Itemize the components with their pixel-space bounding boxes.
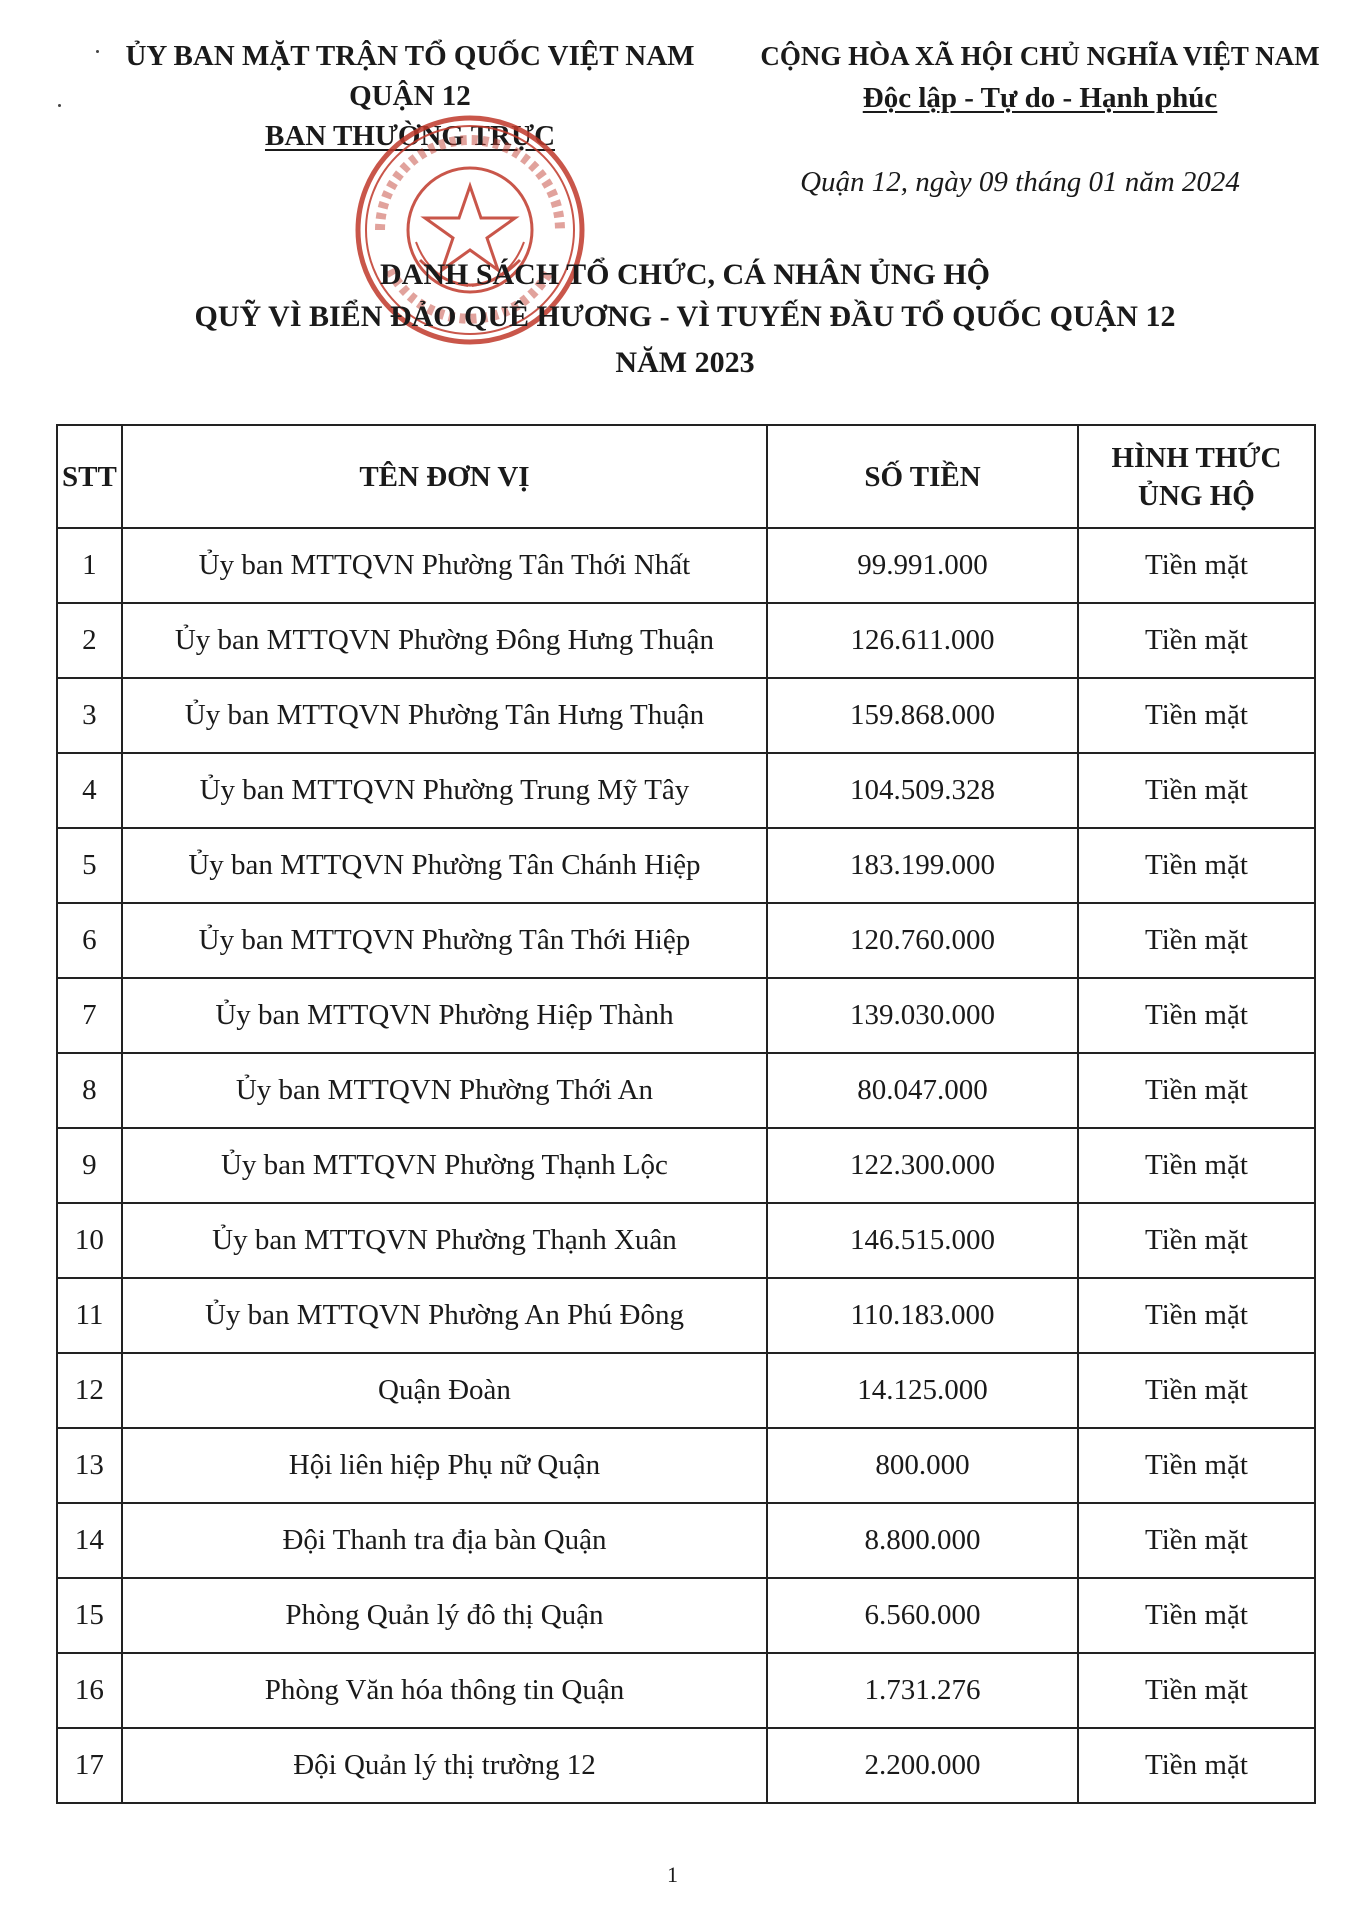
cell-unit: Ủy ban MTTQVN Phường Thạnh Lộc [122,1128,767,1203]
cell-unit: Đội Thanh tra địa bàn Quận [122,1503,767,1578]
table-row [57,1653,1315,1728]
table-row [57,753,1315,828]
cell-unit: Ủy ban MTTQVN Phường Trung Mỹ Tây [122,753,767,828]
table-row [57,1053,1315,1128]
cell-form: Tiền mặt [1078,1653,1315,1728]
cell-form: Tiền mặt [1078,678,1315,753]
cell-form: Tiền mặt [1078,1503,1315,1578]
org-department: BAN THƯỜNG TRỰC [264,120,556,152]
cell-amount: 80.047.000 [767,1053,1078,1128]
cell-amount: 139.030.000 [767,978,1078,1053]
cell-unit: Phòng Quản lý đô thị Quận [122,1578,767,1653]
table-row [57,1203,1315,1278]
cell-stt: 17 [57,1728,122,1803]
dateline: Quận 12, ngày 09 tháng 01 năm 2024 [800,166,1240,198]
cell-amount: 159.868.000 [767,678,1078,753]
table-row [57,1578,1315,1653]
cell-amount: 126.611.000 [767,603,1078,678]
cell-amount: 120.760.000 [767,903,1078,978]
cell-form: Tiền mặt [1078,1203,1315,1278]
cell-unit: Ủy ban MTTQVN Phường An Phú Đông [122,1278,767,1353]
table-row [57,978,1315,1053]
cell-amount: 183.199.000 [767,828,1078,903]
donor-table [56,424,1316,1804]
cell-amount: 110.183.000 [767,1278,1078,1353]
header-donation-form: HÌNH THỨC ỦNG HỘ [1078,425,1315,528]
cell-stt: 3 [57,678,122,753]
document-title-line1: DANH SÁCH TỔ CHỨC, CÁ NHÂN ỦNG HỘ [379,258,991,291]
cell-form: Tiền mặt [1078,528,1315,603]
header-stt: STT [57,425,122,528]
cell-stt: 4 [57,753,122,828]
cell-unit: Quận Đoàn [122,1353,767,1428]
cell-stt: 12 [57,1353,122,1428]
cell-amount: 2.200.000 [767,1728,1078,1803]
cell-amount: 1.731.276 [767,1653,1078,1728]
cell-unit: Ủy ban MTTQVN Phường Thới An [122,1053,767,1128]
cell-unit: Ủy ban MTTQVN Phường Tân Thới Nhất [122,528,767,603]
cell-unit: Phòng Văn hóa thông tin Quận [122,1653,767,1728]
page-number: 1 [667,1862,678,1887]
cell-stt: 14 [57,1503,122,1578]
table-row [57,1503,1315,1578]
cell-form: Tiền mặt [1078,1278,1315,1353]
table-header-row [57,425,1315,528]
national-motto: Độc lập - Tự do - Hạnh phúc [862,82,1218,114]
cell-stt: 8 [57,1053,122,1128]
cell-stt: 6 [57,903,122,978]
header-unit-name: TÊN ĐƠN VỊ [122,425,767,528]
cell-stt: 9 [57,1128,122,1203]
cell-amount: 99.991.000 [767,528,1078,603]
cell-amount: 6.560.000 [767,1578,1078,1653]
table-row [57,903,1315,978]
cell-unit: Đội Quản lý thị trường 12 [122,1728,767,1803]
cell-form: Tiền mặt [1078,1353,1315,1428]
cell-unit: Ủy ban MTTQVN Phường Đông Hưng Thuận [122,603,767,678]
cell-stt: 2 [57,603,122,678]
cell-amount: 8.800.000 [767,1503,1078,1578]
cell-stt: 1 [57,528,122,603]
org-name: ỦY BAN MẶT TRẬN TỔ QUỐC VIỆT NAM [125,40,695,72]
cell-form: Tiền mặt [1078,903,1315,978]
cell-amount: 104.509.328 [767,753,1078,828]
cell-stt: 15 [57,1578,122,1653]
cell-unit: Ủy ban MTTQVN Phường Thạnh Xuân [122,1203,767,1278]
cell-stt: 11 [57,1278,122,1353]
cell-unit: Ủy ban MTTQVN Phường Tân Chánh Hiệp [122,828,767,903]
cell-form: Tiền mặt [1078,978,1315,1053]
document-title-line2: QUỸ VÌ BIỂN ĐẢO QUÊ HƯƠNG - VÌ TUYẾN ĐẦU TỔ QUỐC QUẬN 12 [194,300,1176,333]
cell-stt: 10 [57,1203,122,1278]
cell-stt: 16 [57,1653,122,1728]
cell-unit: Ủy ban MTTQVN Phường Hiệp Thành [122,978,767,1053]
table-row [57,1428,1315,1503]
cell-form: Tiền mặt [1078,828,1315,903]
cell-amount: 146.515.000 [767,1203,1078,1278]
cell-form: Tiền mặt [1078,603,1315,678]
national-title: CỘNG HÒA XÃ HỘI CHỦ NGHĨA VIỆT NAM [760,41,1320,71]
table-row [57,1128,1315,1203]
cell-form: Tiền mặt [1078,1053,1315,1128]
org-district: QUẬN 12 [349,80,471,112]
cell-unit: Ủy ban MTTQVN Phường Tân Hưng Thuận [122,678,767,753]
cell-amount: 800.000 [767,1428,1078,1503]
cell-stt: 5 [57,828,122,903]
table-row [57,1728,1315,1803]
cell-stt: 7 [57,978,122,1053]
cell-form: Tiền mặt [1078,1728,1315,1803]
cell-form: Tiền mặt [1078,1578,1315,1653]
table-row [57,603,1315,678]
table-row [57,1278,1315,1353]
table-row [57,528,1315,603]
scan-speck [58,104,61,107]
cell-form: Tiền mặt [1078,753,1315,828]
scan-speck [96,50,99,53]
cell-amount: 122.300.000 [767,1128,1078,1203]
cell-unit: Hội liên hiệp Phụ nữ Quận [122,1428,767,1503]
table-row [57,1353,1315,1428]
document-title-line3: NĂM 2023 [615,346,755,379]
cell-stt: 13 [57,1428,122,1503]
table-row [57,828,1315,903]
cell-form: Tiền mặt [1078,1428,1315,1503]
cell-form: Tiền mặt [1078,1128,1315,1203]
cell-unit: Ủy ban MTTQVN Phường Tân Thới Hiệp [122,903,767,978]
cell-amount: 14.125.000 [767,1353,1078,1428]
header-amount: SỐ TIỀN [767,425,1078,528]
table-row [57,678,1315,753]
